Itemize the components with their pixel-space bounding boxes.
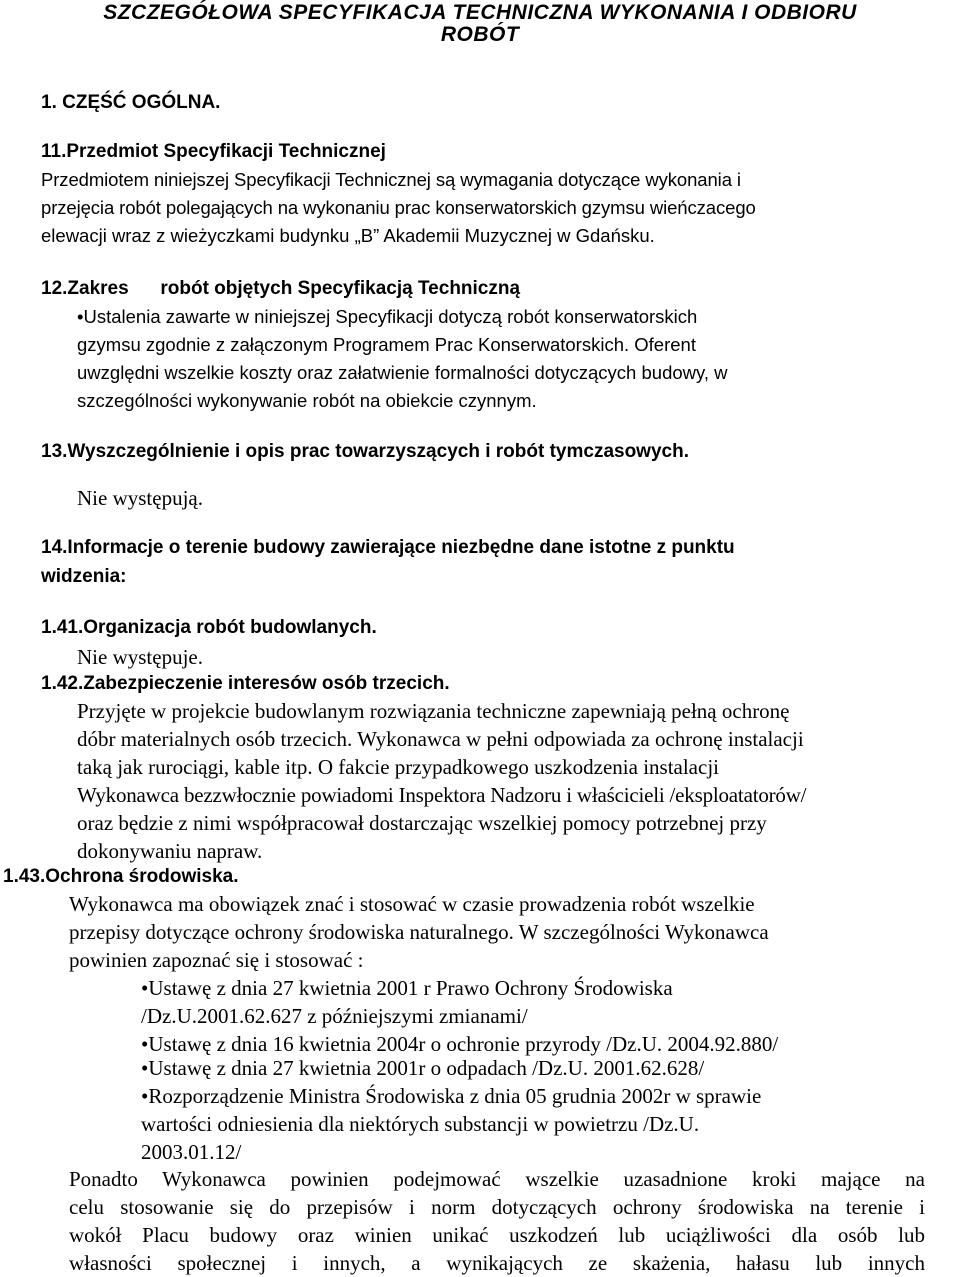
section-12-heading: 12.Zakres robót objętych Specyfikacją Techniczną (41, 278, 521, 299)
section-142-heading: 1.42.Zabezpieczenie interesów osób trzecich. (41, 673, 450, 694)
section-142-line: taką jak rurociągi, kable itp. O fakcie przypadkowego uszkodzenia instalacji (77, 755, 719, 779)
regulation-list-item: • Rozporządzenie Ministra Środowiska z dnia 05 grudnia 2002r w sprawie (141, 1084, 761, 1108)
section-143-intro-line: przepisy dotyczące ochrony środowiska naturalnego. W szczególności Wykonawca (69, 920, 769, 944)
section-12-line: uwzględni wszelkie koszty oraz załatwienie formalności dotyczących budowy, w (77, 362, 728, 383)
section-11-heading: 11.Przedmiot Specyfikacji Technicznej (41, 141, 386, 162)
section-142-line: oraz będzie z nimi współpracował dostarczając wszelkiej pomocy potrzebnej przy (77, 811, 767, 835)
section-13-heading: 13.Wyszczególnienie i opis prac towarzyszących i robót tymczasowych. (41, 441, 689, 462)
regulation-list-item-cont: /Dz.U.2001.62.627 z późniejszymi zmianami/ (141, 1004, 528, 1028)
part-heading: 1. CZĘŚĆ OGÓLNA. (41, 92, 221, 113)
section-142-line: Przyjęte w projekcie budowlanym rozwiązania techniczne zapewniają pełną ochronę (77, 699, 790, 723)
section-11-line: Przedmiotem niniejszej Specyfikacji Technicznej są wymagania dotyczące wykonania i (41, 169, 741, 190)
section-11-line: elewacji wraz z wieżyczkami budynku „B” Akademii Muzycznej w Gdańsku. (41, 225, 655, 246)
regulation-list-item: • Ustawę z dnia 16 kwietnia 2004r o ochronie przyrody /Dz.U. 2004.92.880/ (141, 1032, 778, 1056)
regulation-list-item: • Ustawę z dnia 27 kwietnia 2001 r Prawo Ochrony Środowiska (141, 976, 673, 1000)
section-11-line: przejęcia robót polegających na wykonaniu prac konserwatorskich gzymsu wieńczacego (41, 197, 756, 218)
regulation-list-item: • Ustawę z dnia 27 kwietnia 2001r o odpadach /Dz.U. 2001.62.628/ (141, 1056, 704, 1080)
section-142-line: dokonywaniu napraw. (77, 839, 263, 863)
section-143-intro-line: Wykonawca ma obowiązek znać i stosować w czasie prowadzenia robót wszelkie (69, 892, 755, 916)
section-143-outro-line: Ponadto Wykonawca powinien podejmować wszelkie uzasadnione kroki mające na (69, 1167, 925, 1191)
section-143-outro-line: własności społecznej i innych, a wynikających ze skażenia, hałasu lub innych (69, 1251, 925, 1275)
section-143-intro-line: powinien zapoznać się i stosować : (69, 948, 364, 972)
section-141-text: Nie występuje. (77, 645, 203, 669)
section-12-line: szczególności wykonywanie robót na obiekcie czynnym. (77, 390, 537, 411)
section-12-bullet-line: • Ustalenia zawarte w niniejszej Specyfikacji dotyczą robót konserwatorskich (77, 306, 697, 328)
regulation-list-item-cont: 2003.01.12/ (141, 1140, 242, 1164)
document-title (0, 2, 960, 46)
section-143-heading: 1.43.Ochrona środowiska. (3, 866, 239, 887)
section-143-outro-line: wokół Placu budowy oraz winien unikać uszkodzeń lub uciążliwości dla osób lub (69, 1223, 925, 1247)
section-13-text: Nie występują. (77, 486, 203, 510)
regulation-list-item-cont: wartości odniesienia dla niektórych substancji w powietrzu /Dz.U. (141, 1112, 700, 1136)
section-14-heading: 14.Informacje o terenie budowy zawierające niezbędne dane istotne z punktu (41, 537, 735, 558)
section-142-line: dóbr materialnych osób trzecich. Wykonawca w pełni odpowiada za ochronę instalacji (77, 727, 804, 751)
section-141-heading: 1.41.Organizacja robót budowlanych. (41, 617, 377, 638)
section-142-line: Wykonawca bezzwłocznie powiadomi Inspektora Nadzoru i właścicieli /eksploatatorów/ (77, 783, 807, 807)
section-12-line: gzymsu zgodnie z załączonym Programem Prac Konserwatorskich. Oferent (77, 334, 696, 355)
title-line-2: ROBÓT (440, 23, 520, 46)
title-line-1: SZCZEGÓŁOWA SPECYFIKACJA TECHNICZNA WYKONANIA I ODBIORU (103, 1, 857, 24)
section-143-outro-line: celu stosowanie się do przepisów i norm dotyczących ochrony środowiska na terenie i (69, 1195, 925, 1219)
section-14-heading-cont: widzenia: (41, 566, 127, 587)
